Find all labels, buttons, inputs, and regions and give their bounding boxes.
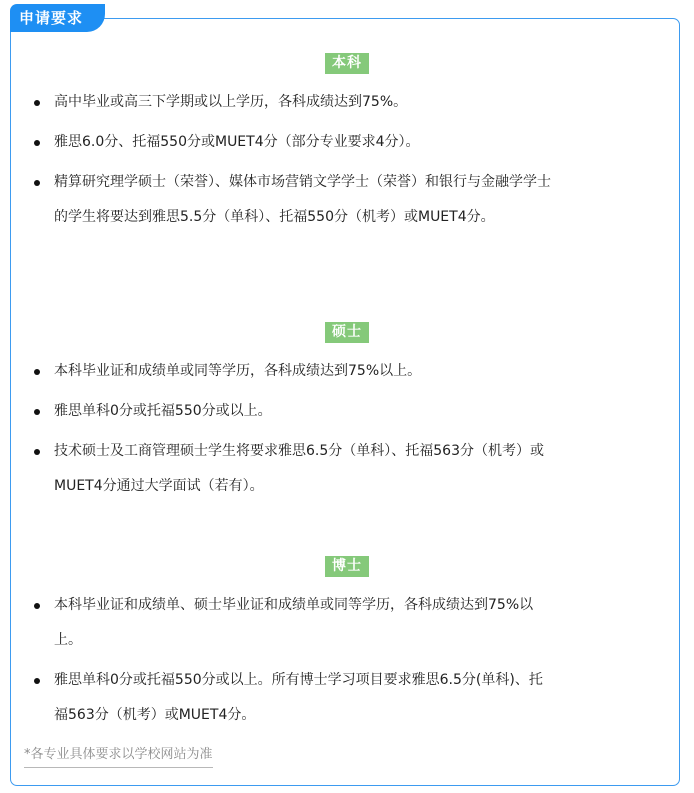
list-item xyxy=(0,434,554,504)
section-label: 硕士 xyxy=(325,322,369,343)
list-item-text: 高中毕业或高三下学期或以上学历，各科成绩达到75%。 xyxy=(54,94,408,110)
section-header-master xyxy=(0,321,694,343)
bullet-dot-icon xyxy=(34,603,40,609)
panel-title-tab: 申请要求 xyxy=(10,4,105,32)
bullet-dot-icon xyxy=(34,180,40,186)
list-item-text: 技术硕士及工商管理硕士学生将要求雅思6.5分（单科）、托福563分（机考）或MUET4分通过大学面试（若有）。 xyxy=(54,443,544,494)
footnote: *各专业具体要求以学校网站为准 xyxy=(24,745,213,768)
doctorate-list xyxy=(0,588,694,733)
list-item-text: 雅思单科0分或托福550分或以上。 xyxy=(54,403,272,419)
undergraduate-list xyxy=(0,85,694,235)
bullet-dot-icon xyxy=(34,369,40,375)
list-item xyxy=(0,125,554,160)
list-item xyxy=(0,354,554,389)
section-header-doctorate xyxy=(0,555,694,577)
list-item-text: 本科毕业证和成绩单或同等学历，各科成绩达到75%以上。 xyxy=(54,363,422,379)
list-item-text: 精算研究理学硕士（荣誉）、媒体市场营销文学学士（荣誉）和银行与金融学学士的学生将要达到雅思5.5分（单科）、托福550分（机考）或MUET4分。 xyxy=(54,174,551,225)
bullet-dot-icon xyxy=(34,100,40,106)
bullet-dot-icon xyxy=(34,449,40,455)
list-item xyxy=(0,663,554,733)
list-item xyxy=(0,588,554,658)
section-label: 本科 xyxy=(325,53,369,74)
list-item xyxy=(0,85,554,120)
list-item xyxy=(0,165,554,235)
master-list xyxy=(0,354,694,504)
bullet-dot-icon xyxy=(34,409,40,415)
section-label: 博士 xyxy=(325,556,369,577)
list-item-text: 本科毕业证和成绩单、硕士毕业证和成绩单或同等学历，各科成绩达到75%以上。 xyxy=(54,597,534,648)
bullet-dot-icon xyxy=(34,140,40,146)
list-item-text: 雅思6.0分、托福550分或MUET4分（部分专业要求4分）。 xyxy=(54,134,420,150)
section-header-undergraduate xyxy=(0,52,694,74)
bullet-dot-icon xyxy=(34,678,40,684)
list-item-text: 雅思单科0分或托福550分或以上。所有博士学习项目要求雅思6.5分(单科)、托福563分（机考）或MUET4分。 xyxy=(54,672,543,723)
list-item xyxy=(0,394,554,429)
